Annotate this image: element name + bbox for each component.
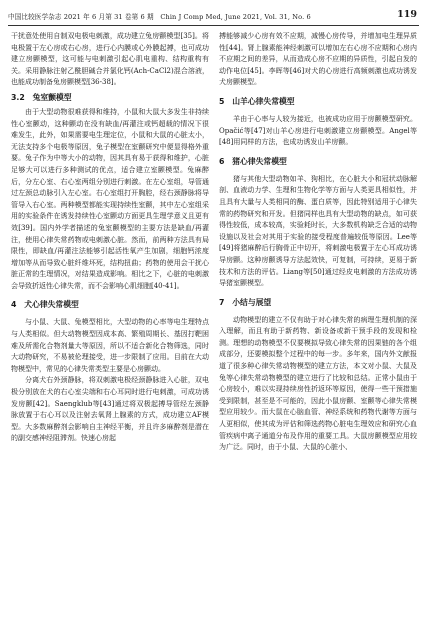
running-header bbox=[8, 9, 419, 23]
paragraph-summary: 动物模型的建立不仅有助于对心律失常的病理生理机制的深入理解，而且有助于新药物、新设备或新干预手段的发现和检测。理想的动物模型不仅要模拟导致心律失常的因果链的各个组成部分，还要模拟整个过程中的每一步。多年来，国内外文献报道了很多种心律失常动物模型的建立方法，本文对小鼠、大鼠及兔等心律失常动物模型的建立进行了比较和总结。正常小鼠由于心房较小，难以实现持续房性折返环等原因，使得一些干预措施受到限制，甚至是不可能的，因此小鼠房颤、室颤等心律失常模型应用较少。而大鼠在心脑血管、神经系统和药物代谢等方面与人更相似，使其成为评估和筛选药物心脏电生理效应和研究心血管疾病中离子通道分布及作用的重要工具。大鼠房颤模型应用较为广泛。同时，由于小鼠、大鼠的心脏小、 bbox=[219, 315, 417, 452]
section-heading-pig: 6 猪心律失常模型 bbox=[219, 156, 287, 166]
paragraph-dog-2: 分离犬右外颈静脉，将双刺激电极经颈静脉进入心脏，双电极分别放在犬的右心室尖端和右心耳同时进行电刺激，可成功诱发房颤[42]。Saengklub等[43]通过将双极起搏导管经左颈静脉放置于右心耳以及注射去氧肾上腺素的方式，成功建立AF模型。大多数麻醉剂会影响自主神经平衡，并且许多麻醉剂是潜在的副交感神经阻滞剂。快速心房起 bbox=[11, 376, 209, 443]
paragraph-dog-continued: 搏能够减少心房有效不应期，减慢心房传导，并增加电生理异质性[44]。肾上腺素能神经刺激可以增加左右心房不应期和心房内不应期之间的差异，从而造成心房不应期的异质性，引起自发的动作电位[45]。李晖等[46]对犬的心房进行高频刺激也成功诱发犬房颤模型。 bbox=[219, 32, 417, 87]
page-number: 119 bbox=[397, 9, 417, 20]
header-rule bbox=[8, 25, 419, 26]
left-column bbox=[11, 31, 209, 621]
paragraph-pig: 猪与其他大型动物如羊、狗相比，在心脏大小和冠状动脉解剖、血液动力学、生理和生物化学等方面与人类更具相似性，并且具有大量与人类相同的酶、蛋白质等，因此特别适用于心律失常的药物研究和开发。但猪同样也具有大型动物的缺点，如可获得性较低，成本较高，实验耗时长，大多数机构缺乏合适的动物设施以及社会对其用于实验的接受程度普遍较低等原因。Lee等[49]将猪麻醉后行胸骨正中切开，将刺激电极置于左心耳成功诱导房颤。这种房颤诱导方法起效快，可复制，可持续，更易于新技术和方法的评估。Liang等[50]通过经皮电刺激的方法成功诱导猪室颤模型。 bbox=[219, 174, 417, 288]
paragraph-goat: 羊由于心率与人较为接近，也被成功应用于房颤模型研究。Opačić等[47]对山羊心房进行电刺激建立房颤模型。Angel等[48]用同样的方法，也成功诱发山羊房颤。 bbox=[219, 114, 417, 147]
section-heading-dog: 4 犬心律失常模型 bbox=[11, 300, 79, 310]
right-column bbox=[219, 31, 417, 621]
paragraph-intro-continued: 干扰意处使用自制双电极电刺激，成功建立兔房颤模型[35]。将电极置于左心房或右心房，进行心内膜或心外膜起搏，也可成功建立房颤模型，这可能与电刺激引起心肌电重构、结构重构有关。采用静脉注射乙酰胆碱合并氯化钙(Ach-CaCl2)混合溶液，也能成功制备兔房颤模型[36-38]。 bbox=[11, 32, 209, 87]
paragraph-dog-1: 与小鼠、大鼠、兔模型相比，大型动物的心率等电生理特点与人类相似。但大动物模型因成本高、繁殖周期长、基因打靶困难及所需化合物剂量大等原因，所以不适合新化合物筛选，同时大动物研究，不易被伦理接受，进一步限制了应用。目前在大动物模型中，常见的心律失常类型主要是心房颤动。 bbox=[11, 318, 209, 373]
journal-citation: 中国比较医学杂志 2021 年 6 月第 31 卷第 6 期 Chin J Comp Med, June 2021, Vol. 31, No. 6 bbox=[8, 13, 311, 21]
paragraph-rabbit-vf: 由于大型动物很难获得和维持，小鼠和大鼠大多发生非持续性心室颤动，这种颤动在没有缺血/再灌注或钙超载的情况下很难发生，此外，如果需要电生理定位，小鼠和大鼠的心脏太小，无法支持多个电极等原因，兔子模型在室颤研究中便显得格外重要。兔子作为中等大小的动物，因其具有易于获得和维护，心脏足够大可以进行多种测试的优点，适合建立室颤模型。兔麻醉后，分左心室、右心室两组分别进行刺激。在左心室组，导管通过左颈总动脉引入左心室。右心室组打开胸腔，经右颈静脉将导管导入右心室。两种模型都能实现持续性室颤，其中左心室组采用的实验条件在诱发持续性心室颤动方面更具生理学意义且更有效[39]。国内外学者描述的兔室颤模型的主要方法是缺血/再灌注，使用心律失常药物或电刺激心脏。然而，前两种方法具有局限性，即缺血/再灌注法能够引起活性氧产生加剧，细胞钙浓度增加等从而导致心脏纤维坏死，结构扭曲；药物的使用会干扰心脏正常的生理情况，对结果造成影响。相比之下，心脏的电刺激会导致折返性心律失常，而不会影响心肌细胞[40-41]。 bbox=[11, 107, 209, 290]
section-heading-summary: 7 小结与展望 bbox=[219, 297, 272, 307]
section-heading-rabbit-vf: 3.2 兔室颤模型 bbox=[11, 92, 72, 102]
section-heading-goat: 5 山羊心律失常模型 bbox=[219, 96, 295, 106]
